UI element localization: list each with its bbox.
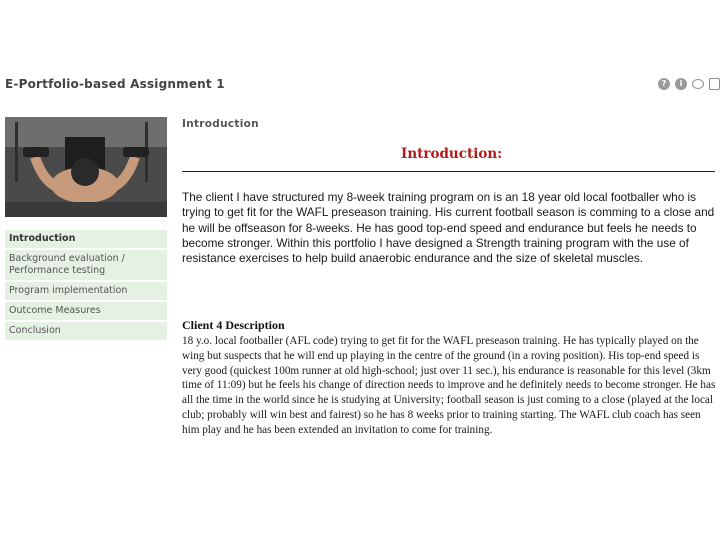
client-paragraph: 18 y.o. local footballer (AFL code) trying to get fit for the WAFL preseason training. He has typically played on the wing but suspects that he will end up playing in the centre of the ground (in a roving position). His top-end speed is very good (quickest 100m runner at old high-school; just over 11 sec.), his endurance is reasonable for this level (3km time of 11:09) but he feels his change of direction needs to improve and he definitely needs to become stronger. He has all the time in the world since he is studying at University; football season is just coming to a close (played at the local club; probably will win best and fairest) so he has 8 weeks prior to training starting. The WAFL club coach has seen him play and he has been extended an invitation to come for training.	[182, 335, 716, 436]
sidebar-item-outcome-measures[interactable]: Outcome Measures	[5, 302, 167, 322]
intro-heading: Introduction:	[401, 146, 503, 162]
page-title: E-Portfolio-based Assignment 1	[5, 77, 225, 91]
intro-paragraph: The client I have structured my 8-week training program on is an 18 year old local footballer who is trying to get fit for the WAFL preseason training. His current football season is comming to a close and he will be offseason for 8-weeks. He has good top-end speed and endurance but feels he needs to become stronger. Within this portfolio I have designed a Strength training program with the use of resistance exercises to help build anaerobic endurance and the size of skeletal muscles.	[182, 190, 715, 266]
sidebar-item-conclusion[interactable]: Conclusion	[5, 322, 167, 342]
divider	[182, 171, 715, 172]
toolbar	[658, 78, 720, 90]
gym-photo-illustration	[5, 117, 167, 217]
print-icon[interactable]	[709, 78, 720, 90]
client-heading: Client 4 Description	[182, 318, 285, 332]
sidebar-nav	[5, 230, 167, 342]
sidebar-item-program-implementation[interactable]: Program implementation	[5, 282, 167, 302]
sidebar-item-background-evaluation[interactable]: Background evaluation / Performance testing	[5, 250, 167, 282]
comment-icon[interactable]	[692, 79, 704, 89]
sidebar	[5, 117, 167, 342]
sidebar-item-introduction[interactable]: Introduction	[5, 230, 167, 250]
help-icon[interactable]: ?	[658, 78, 670, 90]
info-icon[interactable]: i	[675, 78, 687, 90]
section-label: Introduction	[182, 118, 259, 130]
header-photo	[5, 117, 167, 217]
